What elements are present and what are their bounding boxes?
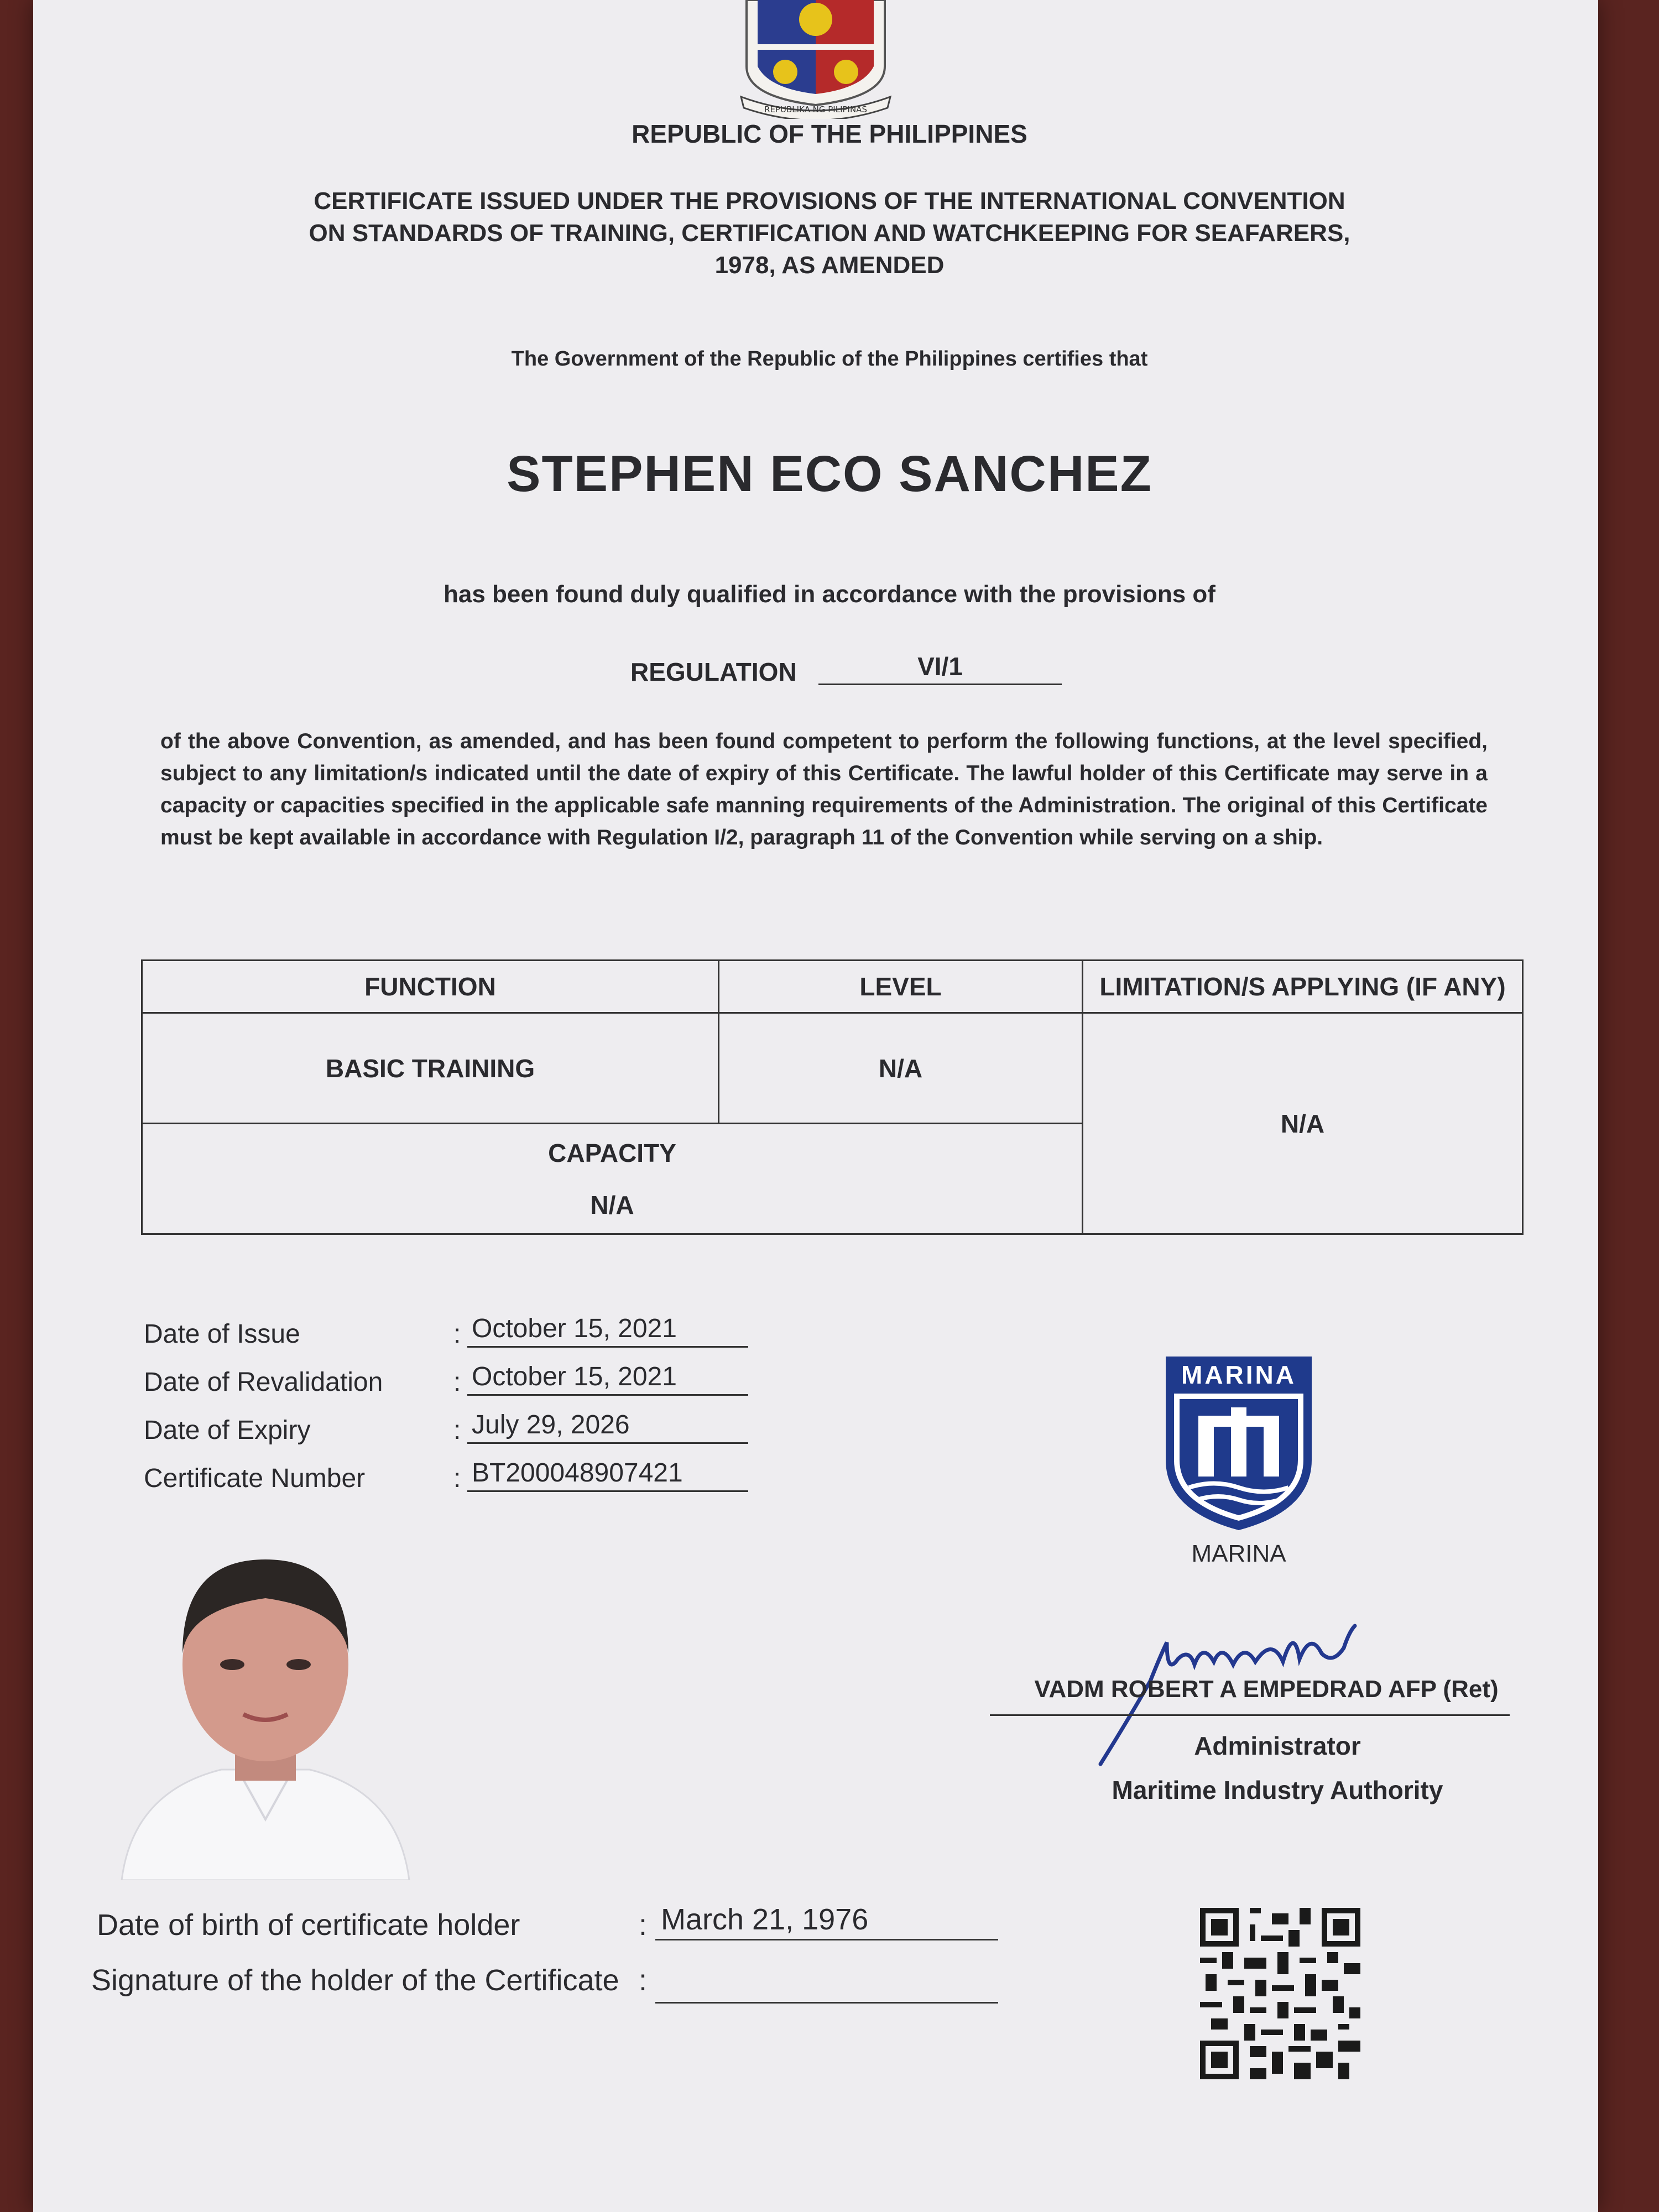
signature-line (990, 1714, 1510, 1716)
holder-name: STEPHEN ECO SANCHEZ (507, 446, 1152, 502)
level-value: N/A (719, 1013, 1083, 1124)
republic-heading: REPUBLIC OF THE PHILIPPINES (632, 119, 1027, 148)
philippine-seal-icon (724, 0, 907, 119)
date-of-expiry-value: July 29, 2026 (467, 1410, 748, 1444)
detail-colon: : (453, 1416, 461, 1445)
capacity-header: CAPACITY (548, 1138, 676, 1167)
certificate-number-value: BT200048907421 (467, 1458, 748, 1492)
portrait-photo (111, 1526, 420, 1880)
function-table (141, 959, 1524, 1235)
detail-label: Certificate Number (144, 1464, 366, 1493)
qualified-text: has been found duly qualified in accordance with the provisions of (444, 581, 1215, 608)
holder-signature-label: Signature of the holder of the Certificate (91, 1964, 619, 1997)
detail-colon: : (453, 1464, 461, 1493)
function-value: BASIC TRAINING (142, 1013, 719, 1124)
capacity-value: N/A (590, 1190, 634, 1219)
detail-colon: : (453, 1368, 461, 1397)
detail-label: Date of Revalidation (144, 1368, 383, 1397)
function-header: FUNCTION (142, 961, 719, 1013)
limitation-header: LIMITATION/S APPLYING (IF ANY) (1083, 961, 1523, 1013)
certificate-paper (33, 0, 1598, 2212)
holder-signature-line (655, 2002, 998, 2004)
dob-value: March 21, 1976 (655, 1902, 998, 1940)
detail-label: Date of Issue (144, 1319, 300, 1349)
intro-text: The Government of the Republic of the Philippines certifies that (511, 347, 1148, 371)
capacity-cell (142, 1124, 1083, 1234)
detail-label: Date of Expiry (144, 1416, 311, 1445)
signatory-organization: Maritime Industry Authority (1112, 1776, 1443, 1804)
marina-caption: MARINA (1191, 1540, 1286, 1567)
date-of-issue-value: October 15, 2021 (467, 1313, 748, 1348)
date-of-revalidation-value: October 15, 2021 (467, 1361, 748, 1396)
limitation-value: N/A (1083, 1013, 1523, 1234)
detail-colon: : (453, 1319, 461, 1349)
signatory-title: Administrator (1194, 1731, 1361, 1760)
holder-signature-colon: : (639, 1964, 648, 1997)
regulation-label: REGULATION (630, 658, 797, 686)
dob-label: Date of birth of certificate holder (97, 1908, 520, 1942)
svg-text:REPUBLIKA NG PILIPINAS: REPUBLIKA NG PILIPINAS (764, 105, 867, 114)
marina-logo-icon (1164, 1355, 1313, 1532)
regulation-value: VI/1 (818, 651, 1062, 685)
certificate-title: CERTIFICATE ISSUED UNDER THE PROVISIONS OF THE INTERNATIONAL CONVENTION ON STANDARDS OF TRAINING, CERTIFICATION AND WATCHKEEPING FOR SEAFARERS, 1978, AS AMENDED (309, 187, 1350, 279)
qr-code-icon (1200, 1908, 1360, 2079)
signatory-name: VADM ROBERT A EMPEDRAD AFP (Ret) (1034, 1676, 1499, 1703)
svg-text:MARINA: MARINA (1181, 1360, 1296, 1389)
dob-colon: : (639, 1908, 648, 1942)
level-header: LEVEL (719, 961, 1083, 1013)
body-paragraph: of the above Convention, as amended, and has been found competent to perform the following functions, at the level specified, subject to any limitation/s indicated until the date of expiry of this Certificate. The lawful holder of this Certificate may serve in a capacity or capacities specified in the applicable safe manning requirements of the Administration. The original of this Certificate must be kept available in accordance with Regulation I/2, paragraph 11 of the Convention while serving on a ship. (160, 729, 1488, 849)
